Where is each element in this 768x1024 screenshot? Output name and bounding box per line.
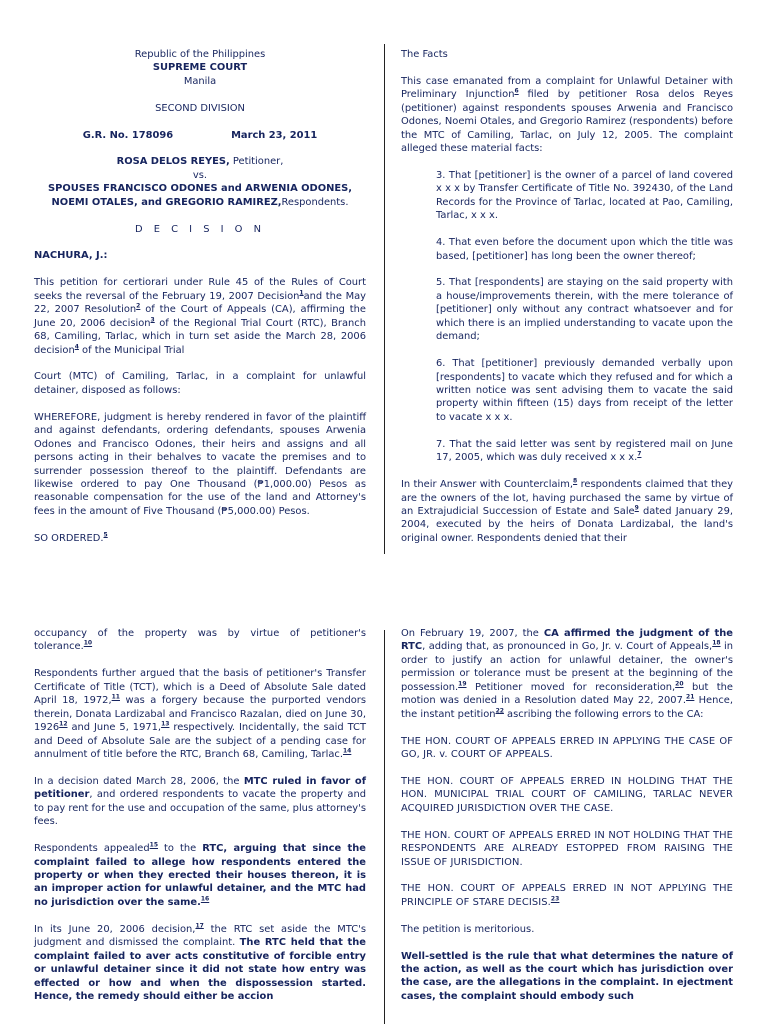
assigned-error-2: THE HON. COURT OF APPEALS ERRED IN HOLDING THAT THE HON. MUNICIPAL TRIAL COURT OF CAMILING, TARLAC NEVER ACQUIRED JURISDICTION OVER THE CASE. bbox=[401, 775, 733, 814]
gr-number: G.R. No. 178096 bbox=[82, 129, 174, 141]
decision-date: March 23, 2011 bbox=[231, 129, 318, 141]
answer-paragraph: In their Answer with Counterclaim,$^8$ respondents claimed that they are the owners of the lot, having purchased the same by virtue of an Extrajudicial Succession of Estate and Sale$^9$ dated January 29, 2004, executed by the heirs of Donata Lardizabal, the land's original owner. Respondents denied that their bbox=[401, 477, 733, 544]
allegation-5: 5. That [respondents] are staying on the said property with a house/improvements therein, with the mere tolerance of [petitioner] only without any contract whatsoever and for which there is an implied understanding to vacate upon the demand; bbox=[436, 277, 733, 343]
footnote-ref[interactable]: 21 bbox=[686, 693, 695, 701]
footnote-ref[interactable]: 18 bbox=[712, 640, 721, 648]
respondents-names: SPOUSES FRANCISCO ODONES and ARWENIA ODONES, NOEMI OTALES, and GREGORIO RAMIREZ, bbox=[47, 183, 353, 208]
settled-rule-paragraph: Well-settled is the rule that what determines the nature of the action, as well as the court which has jurisdiction over the case, are the allegations in the complaint. In ejectment cases, the complaint should embody such bbox=[401, 950, 733, 1002]
intro-paragraph-cont: Court (MTC) of Camiling, Tarlac, in a complaint for unlawful detainer, disposed as follows: bbox=[34, 371, 366, 396]
versus: vs. bbox=[192, 169, 208, 181]
footnote-ref[interactable]: 8 bbox=[573, 477, 578, 485]
rtc-decision-paragraph: In its June 20, 2006 decision,$^{17}$ the RTC set aside the MTC's judgment and dismissed the complaint. The RTC held that the complaint failed to aver acts constitutive of forcible entry or unlawful detainer since it did not state how entry was effected or how and when the dispossession started. Hence, the remedy should either be accion bbox=[34, 922, 367, 1002]
ponente: NACHURA, J.: bbox=[34, 250, 108, 262]
respondents-line bbox=[34, 182, 366, 209]
footnote-ref[interactable]: 2 bbox=[136, 302, 141, 310]
footnote-ref[interactable]: 6 bbox=[514, 88, 519, 95]
assigned-error-4: THE HON. COURT OF APPEALS ERRED IN NOT APPLYING THE PRINCIPLE OF STARE DECISIS.$^{23}$ bbox=[401, 883, 733, 908]
mtc-ruling-paragraph: In a decision dated March 28, 2006, the MTC ruled in favor of petitioner, and ordered respondents to vacate the property and to pay rent for the use and occupation of the same, plus attorney's fees. bbox=[34, 775, 366, 828]
decision-heading: D E C I S I O N bbox=[135, 223, 265, 235]
wherefore-clause: WHEREFORE, judgment is hereby rendered in favor of the plaintiff and against defendants, ordering defendants, spouses Arwenia Odones and Francisco Odones, their heirs and assigns and all persons acting in their behalves to vacate the premises and to surrender possession thereof to the plaintiff. Defendants are likewise ordered to pay One Thousand (₱1,000.00) Pesos as reasonable compensation for the use of the land and Attorney's fees in the amount of Five Thousand (₱5,000.00) Pesos. bbox=[34, 411, 366, 517]
column-divider bbox=[384, 44, 385, 554]
ca-ruling-paragraph: On February 19, 2007, the CA affirmed the judgment of the RTC, adding that, as pronounced in Go, Jr. v. Court of Appeals,$^{18}$ in order to justify an action for unlawful detainer, the owner's permission or tolerance must be present at the beginning of the possession.$^{19}$ Petitioner moved for reconsideration,$^{20}$ but the motion was denied in a Resolution dated May 22, 2007.21 Hence, the instant petition$^{22}$ ascribing the following errors to the CA: bbox=[401, 628, 734, 720]
republic-line: Republic of the Philippines bbox=[134, 49, 266, 60]
division: SECOND DIVISION bbox=[155, 102, 245, 114]
footnote-ref[interactable]: 14 bbox=[342, 747, 352, 755]
footnote-ref[interactable]: 19 bbox=[458, 680, 467, 688]
page-gap bbox=[0, 562, 768, 618]
page1-right-column bbox=[401, 48, 733, 545]
footnote-ref[interactable]: 20 bbox=[675, 680, 684, 688]
respondents-role: Respondents. bbox=[281, 196, 349, 208]
footnote-ref[interactable]: 10 bbox=[83, 640, 93, 648]
further-argued-paragraph: Respondents further argued that the basis of petitioner's Transfer Certificate of Title (TCT), which is a Deed of Absolute Sale dated April 18, 1972,11 was a forgery because the purported vendors therein, Donata Lardizabal and Francisco Razalan, died on June 30, 1926$^{12}$ and June 5, 1971,13 respectively. Incidentally, the said TCT and Deed of Absolute Sale are the subject of a pending case for annulment of title before the RTC, Branch 68, Camiling, Tarlac.$^{14}$ bbox=[34, 668, 367, 761]
occupancy-paragraph: occupancy of the property was by virtue of petitioner's tolerance.$^{10}$ bbox=[34, 628, 366, 653]
allegation-3: 3. That [petitioner] is the owner of a parcel of land covered x x x by Transfer Certificate of Title No. 392430, of the Land Records for the Province of Tarlac, located at Pao, Camiling, Tarlac, x x x. bbox=[436, 169, 733, 222]
footnote-ref[interactable]: 4 bbox=[74, 343, 79, 351]
so-ordered: SO ORDERED.$^5$ bbox=[34, 531, 108, 544]
footnote-ref[interactable]: 16 bbox=[200, 895, 210, 903]
footnote-ref[interactable]: 9 bbox=[634, 504, 639, 512]
appeal-paragraph: Respondents appealed$^{15}$ to the RTC, arguing that since the complaint failed to allege how respondents entered the property or when they erected their houses thereon, it is an improper action for unlawful detainer, and the MTC had no jurisdiction over the same.$^{16}$ bbox=[34, 841, 366, 908]
document-page-2 bbox=[0, 618, 768, 1024]
footnote-ref[interactable]: 5 bbox=[103, 531, 108, 539]
assigned-error-1: THE HON. COURT OF APPEALS ERRED IN APPLYING THE CASE OF GO, JR. v. COURT OF APPEALS. bbox=[401, 735, 733, 761]
footnote-ref[interactable]: 12 bbox=[59, 720, 68, 728]
page1-left-column bbox=[34, 48, 366, 559]
footnote-ref[interactable]: 22 bbox=[495, 707, 504, 715]
petitioner-role: Petitioner, bbox=[229, 156, 284, 168]
footnote-ref[interactable]: 17 bbox=[195, 922, 204, 930]
court-name: SUPREME COURT bbox=[152, 62, 248, 74]
assigned-error-3: THE HON. COURT OF APPEALS ERRED IN NOT HOLDING THAT THE RESPONDENTS ARE ALREADY ESTOPPED FROM RAISING THE ISSUE OF JURISDICTION. bbox=[401, 829, 733, 868]
court-city: Manila bbox=[183, 75, 217, 87]
footnote-ref[interactable]: 13 bbox=[161, 720, 170, 728]
petitioner-line bbox=[34, 155, 366, 168]
footnote-ref[interactable]: 3 bbox=[150, 316, 155, 324]
allegation-4: 4. That even before the document upon which the title was based, [petitioner] has long been the owner thereof; bbox=[436, 237, 733, 262]
page2-left-column bbox=[34, 627, 366, 1003]
petitioner-name: ROSA DELOS REYES, bbox=[116, 156, 230, 168]
allegation-6: 6. That [petitioner] previously demanded verbally upon [respondents] to vacate which they refused and for which a written notice was sent advising them to vacate the said property within fifteen (15) days from receipt of the letter to vacate x x x. bbox=[436, 358, 733, 423]
allegation-7: 7. That the said letter was sent by registered mail on June 17, 2005, which was duly received x x x.$^7$ bbox=[436, 438, 733, 464]
footnote-ref[interactable]: 7 bbox=[637, 450, 642, 458]
footnote-ref[interactable]: 1 bbox=[299, 289, 304, 297]
case-number-line bbox=[34, 129, 366, 142]
intro-paragraph: This petition for certiorari under Rule 45 of the Rules of Court seeks the reversal of the February 19, 2007 Decision$^1$and the May 22, 2007 Resolution$^2$ of the Court of Appeals (CA), affirming the June 20, 2006 decision$^3$ of the Regional Trial Court (RTC), Branch 68, Camiling, Tarlac, which in turn set aside the March 28, 2006 decision$^4$ of the Municipal Trial bbox=[34, 277, 367, 356]
facts-paragraph: This case emanated from a complaint for Unlawful Detainer with Preliminary Injunction$^6$ filed by petitioner Rosa delos Reyes (petitioner) against respondents spouses Arwenia and Francisco Odones, Noemi Otales, and Gregorio Ramirez (respondents) before the MTC of Camiling, Tarlac, on July 12, 2005. The complaint alleged these material facts: bbox=[401, 75, 733, 155]
footnote-ref[interactable]: 15 bbox=[149, 841, 159, 849]
column-divider bbox=[384, 630, 385, 1024]
footnote-ref[interactable]: 11 bbox=[111, 693, 120, 701]
footnote-ref[interactable]: 23 bbox=[550, 895, 560, 903]
facts-heading: The Facts bbox=[401, 49, 448, 60]
page2-right-column bbox=[401, 627, 733, 1003]
meritorious-line: The petition is meritorious. bbox=[401, 923, 535, 935]
